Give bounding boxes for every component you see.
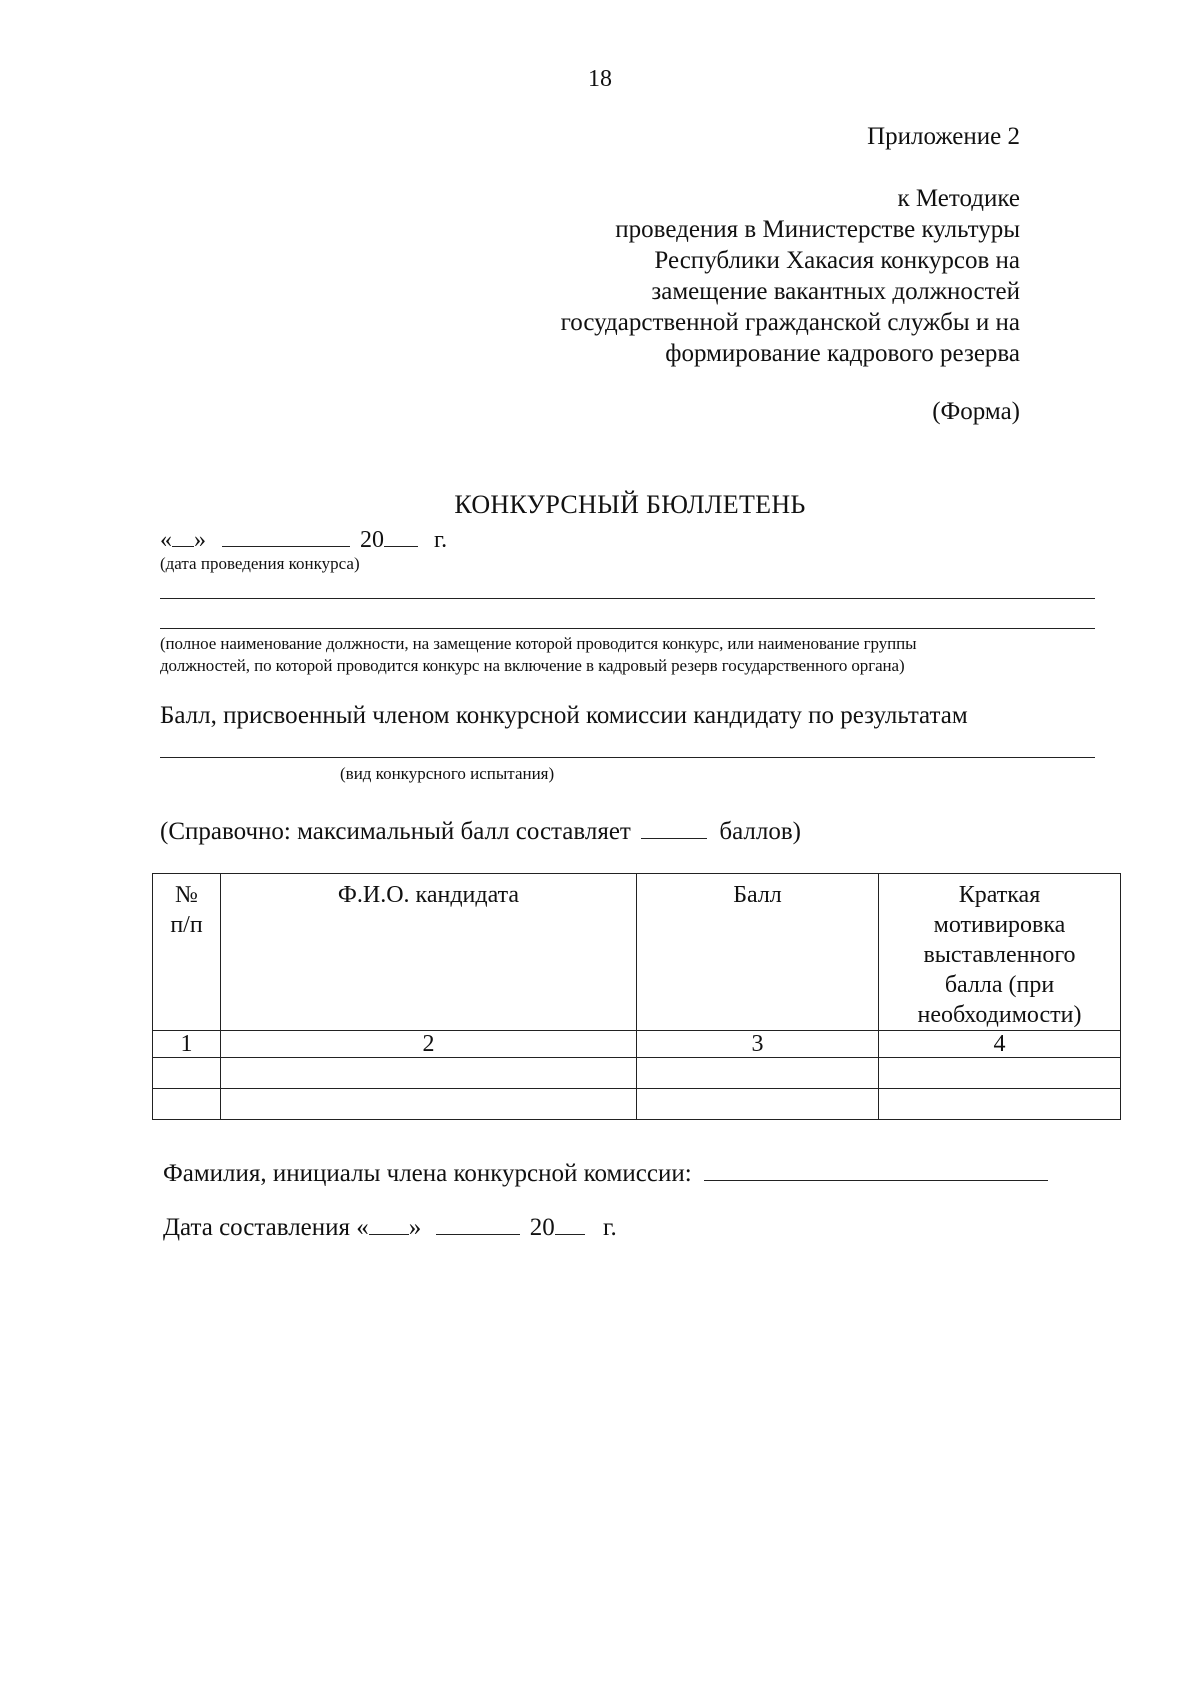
- header-score: [637, 874, 879, 1031]
- date-caption: (дата проведения конкурса): [160, 554, 360, 573]
- contest-date-line: [160, 524, 447, 554]
- table-cell[interactable]: [153, 1058, 221, 1089]
- member-name-blank: [704, 1158, 1048, 1181]
- column-number: 1: [153, 1031, 221, 1058]
- table-cell[interactable]: [221, 1089, 637, 1120]
- position-caption: должностей, по которой проводится конкурс на включение в кадровый резерв государственного органа): [160, 656, 905, 675]
- table-cell[interactable]: [879, 1089, 1121, 1120]
- table-cell[interactable]: [637, 1058, 879, 1089]
- header-line: Балл: [733, 882, 782, 908]
- methodology-line: замещение вакантных должностей: [651, 278, 1020, 305]
- year-prefix: 20: [360, 527, 384, 553]
- date-open-quote: «: [160, 527, 172, 553]
- column-number: 3: [637, 1031, 879, 1058]
- compile-year-suffix: г.: [603, 1214, 617, 1241]
- position-caption: (полное наименование должности, на замещение которой проводится конкурс, или наименование группы: [160, 634, 917, 653]
- position-name-line: [160, 598, 1095, 599]
- header-line: №: [175, 882, 198, 908]
- year-suffix: г.: [434, 527, 448, 553]
- methodology-line: Республики Хакасия конкурсов на: [654, 247, 1020, 274]
- compile-close-quote: »: [408, 1214, 422, 1241]
- form-label: (Форма): [932, 398, 1020, 425]
- header-line: выставленного: [923, 942, 1076, 968]
- header-full-name: [221, 874, 637, 1031]
- score-statement: Балл, присвоенный членом конкурсной комиссии кандидату по результатам: [160, 702, 968, 729]
- max-score-blank: [641, 816, 707, 839]
- table-cell[interactable]: [221, 1058, 637, 1089]
- methodology-line: формирование кадрового резерва: [665, 340, 1020, 367]
- reference-suffix: баллов): [719, 818, 801, 845]
- annex-label: Приложение 2: [867, 123, 1020, 150]
- test-type-caption: (вид конкурсного испытания): [340, 764, 555, 783]
- header-line: балла (при: [944, 972, 1055, 998]
- methodology-line: проведения в Министерстве культуры: [615, 216, 1020, 243]
- compile-year-blank: [555, 1212, 585, 1235]
- methodology-reference: [561, 183, 1020, 369]
- candidates-table: [152, 873, 1121, 1120]
- member-label: Фамилия, инициалы члена конкурсной комиссии:: [163, 1160, 692, 1187]
- compile-day-blank: [369, 1212, 409, 1235]
- methodology-line: государственной гражданской службы и на: [560, 309, 1020, 336]
- column-number-row: [153, 1031, 1121, 1058]
- header-line: мотивировка: [933, 912, 1066, 938]
- document-title: КОНКУРСНЫЙ БЮЛЛЕТЕНЬ: [454, 490, 806, 519]
- table-cell[interactable]: [879, 1058, 1121, 1089]
- header-number: [153, 874, 221, 1031]
- table-cell[interactable]: [153, 1089, 221, 1120]
- column-number: 2: [221, 1031, 637, 1058]
- compile-month-blank: [436, 1212, 520, 1235]
- commission-member-line: [163, 1158, 1048, 1188]
- position-name-line: [160, 628, 1095, 629]
- year-blank: [384, 524, 418, 547]
- table-row: [153, 1058, 1121, 1089]
- reference-prefix: (Справочно: максимальный балл составляет: [160, 818, 631, 845]
- max-score-reference: [160, 816, 801, 846]
- date-close-quote: »: [194, 527, 206, 553]
- table-row: [153, 1089, 1121, 1120]
- header-line: Ф.И.О. кандидата: [337, 882, 520, 908]
- compile-year-prefix: 20: [529, 1214, 555, 1241]
- day-blank: [172, 524, 194, 547]
- header-line: п/п: [170, 912, 203, 938]
- compile-date-label: Дата составления «: [163, 1214, 369, 1241]
- page-number: 18: [588, 66, 612, 92]
- compile-date-line: [163, 1212, 617, 1242]
- table-cell[interactable]: [637, 1089, 879, 1120]
- header-line: необходимости): [917, 1002, 1082, 1028]
- test-type-line: [160, 757, 1095, 758]
- methodology-line: к Методике: [897, 185, 1020, 212]
- header-line: Краткая: [958, 882, 1041, 908]
- table-header-row: [153, 874, 1121, 1031]
- column-number: 4: [879, 1031, 1121, 1058]
- header-motivation: [879, 874, 1121, 1031]
- month-blank: [222, 524, 350, 547]
